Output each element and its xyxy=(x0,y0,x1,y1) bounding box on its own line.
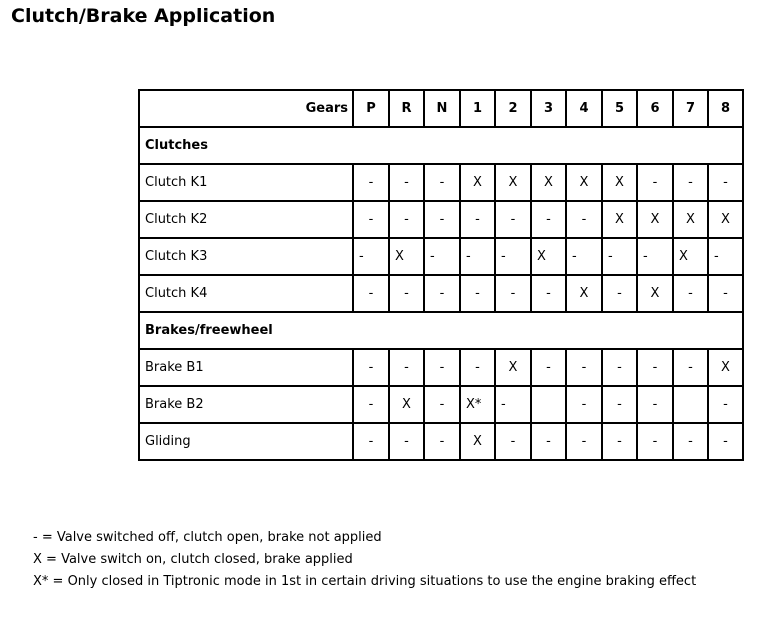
header-gear-P: P xyxy=(353,90,389,127)
table-cell: - xyxy=(673,349,708,386)
table-cell: - xyxy=(389,201,424,238)
legend-item-off: - = Valve switched off, clutch open, brake not applied xyxy=(33,530,382,545)
table-cell: X* xyxy=(460,386,495,423)
table-cell: - xyxy=(424,201,460,238)
page-title: Clutch/Brake Application xyxy=(11,5,276,27)
table-cell: - xyxy=(495,423,531,460)
table-cell: - xyxy=(424,349,460,386)
table-cell: - xyxy=(602,423,637,460)
table-cell: - xyxy=(460,275,495,312)
header-gear-8: 8 xyxy=(708,90,743,127)
table-cell: - xyxy=(637,423,673,460)
table-cell: X xyxy=(460,164,495,201)
header-gears-label: Gears xyxy=(139,90,353,127)
legend-item-on: X = Valve switch on, clutch closed, brake applied xyxy=(33,552,353,567)
table-cell: - xyxy=(460,349,495,386)
table-cell: - xyxy=(566,349,602,386)
table-cell: X xyxy=(389,386,424,423)
table-cell: - xyxy=(460,238,495,275)
table-cell: X xyxy=(531,164,566,201)
table-cell: - xyxy=(531,349,566,386)
table-cell: X xyxy=(673,201,708,238)
header-gear-N: N xyxy=(424,90,460,127)
table-cell: - xyxy=(495,275,531,312)
table-header-row xyxy=(139,90,743,127)
table-cell: - xyxy=(602,238,637,275)
header-gear-4: 4 xyxy=(566,90,602,127)
row-label: Clutch K3 xyxy=(139,238,353,275)
table-row xyxy=(139,423,743,460)
table-cell: - xyxy=(637,164,673,201)
row-label: Brake B1 xyxy=(139,349,353,386)
table-cell: X xyxy=(602,164,637,201)
header-gear-2: 2 xyxy=(495,90,531,127)
table-cell: - xyxy=(566,238,602,275)
table-row xyxy=(139,164,743,201)
table-cell: - xyxy=(495,201,531,238)
table-cell: - xyxy=(353,275,389,312)
table-cell: X xyxy=(460,423,495,460)
table-cell: - xyxy=(353,238,389,275)
table-row xyxy=(139,349,743,386)
section-row xyxy=(139,312,743,349)
table-cell xyxy=(531,386,566,423)
table-cell: - xyxy=(602,275,637,312)
table-cell: - xyxy=(566,423,602,460)
table-cell: - xyxy=(424,275,460,312)
header-gear-1: 1 xyxy=(460,90,495,127)
table-cell: X xyxy=(708,349,743,386)
table-cell: - xyxy=(353,423,389,460)
table-cell: - xyxy=(602,386,637,423)
table-cell: - xyxy=(637,238,673,275)
table-cell: X xyxy=(566,275,602,312)
table-row xyxy=(139,238,743,275)
table-cell: - xyxy=(708,164,743,201)
table-cell: - xyxy=(602,349,637,386)
table-cell: - xyxy=(424,164,460,201)
row-label: Gliding xyxy=(139,423,353,460)
legend xyxy=(33,527,696,593)
table-cell: - xyxy=(673,275,708,312)
row-label: Clutch K2 xyxy=(139,201,353,238)
table-cell: - xyxy=(353,201,389,238)
legend-item-tiptronic: X* = Only closed in Tiptronic mode in 1st in certain driving situations to use the engine braking effect xyxy=(33,574,697,589)
table-cell: - xyxy=(708,275,743,312)
header-gear-7: 7 xyxy=(673,90,708,127)
table-cell: - xyxy=(637,386,673,423)
table-cell: - xyxy=(424,238,460,275)
table-cell: - xyxy=(495,386,531,423)
table-cell: - xyxy=(424,386,460,423)
header-gear-5: 5 xyxy=(602,90,637,127)
table-cell: - xyxy=(353,349,389,386)
table-cell: - xyxy=(531,201,566,238)
table-cell xyxy=(673,386,708,423)
table-cell: - xyxy=(531,275,566,312)
clutch-brake-table xyxy=(138,89,744,461)
header-gear-3: 3 xyxy=(531,90,566,127)
table-cell: X xyxy=(389,238,424,275)
row-label: Brake B2 xyxy=(139,386,353,423)
table-cell: - xyxy=(389,423,424,460)
table-row xyxy=(139,386,743,423)
header-gear-6: 6 xyxy=(637,90,673,127)
table-cell: - xyxy=(424,423,460,460)
row-label: Clutch K4 xyxy=(139,275,353,312)
section-heading: Clutches xyxy=(139,127,743,164)
table-cell: - xyxy=(389,275,424,312)
table-cell: X xyxy=(637,201,673,238)
table-cell: X xyxy=(637,275,673,312)
table-cell: - xyxy=(531,423,566,460)
table-row xyxy=(139,275,743,312)
table-cell: X xyxy=(495,164,531,201)
table-cell: X xyxy=(673,238,708,275)
table-cell: - xyxy=(566,201,602,238)
table-cell: - xyxy=(708,386,743,423)
table-cell: - xyxy=(495,238,531,275)
table-cell: - xyxy=(566,386,602,423)
table-cell: - xyxy=(673,164,708,201)
section-heading: Brakes/freewheel xyxy=(139,312,743,349)
section-row xyxy=(139,127,743,164)
table-cell: X xyxy=(495,349,531,386)
table-cell: X xyxy=(566,164,602,201)
table-cell: X xyxy=(531,238,566,275)
table-cell: X xyxy=(708,201,743,238)
table-cell: - xyxy=(353,164,389,201)
table-cell: - xyxy=(673,423,708,460)
table-cell: - xyxy=(460,201,495,238)
table-cell: - xyxy=(708,238,743,275)
table-cell: - xyxy=(637,349,673,386)
table-cell: X xyxy=(602,201,637,238)
table-cell: - xyxy=(389,164,424,201)
header-gear-R: R xyxy=(389,90,424,127)
table-cell: - xyxy=(389,349,424,386)
table-row xyxy=(139,201,743,238)
table-cell: - xyxy=(708,423,743,460)
row-label: Clutch K1 xyxy=(139,164,353,201)
table-cell: - xyxy=(353,386,389,423)
